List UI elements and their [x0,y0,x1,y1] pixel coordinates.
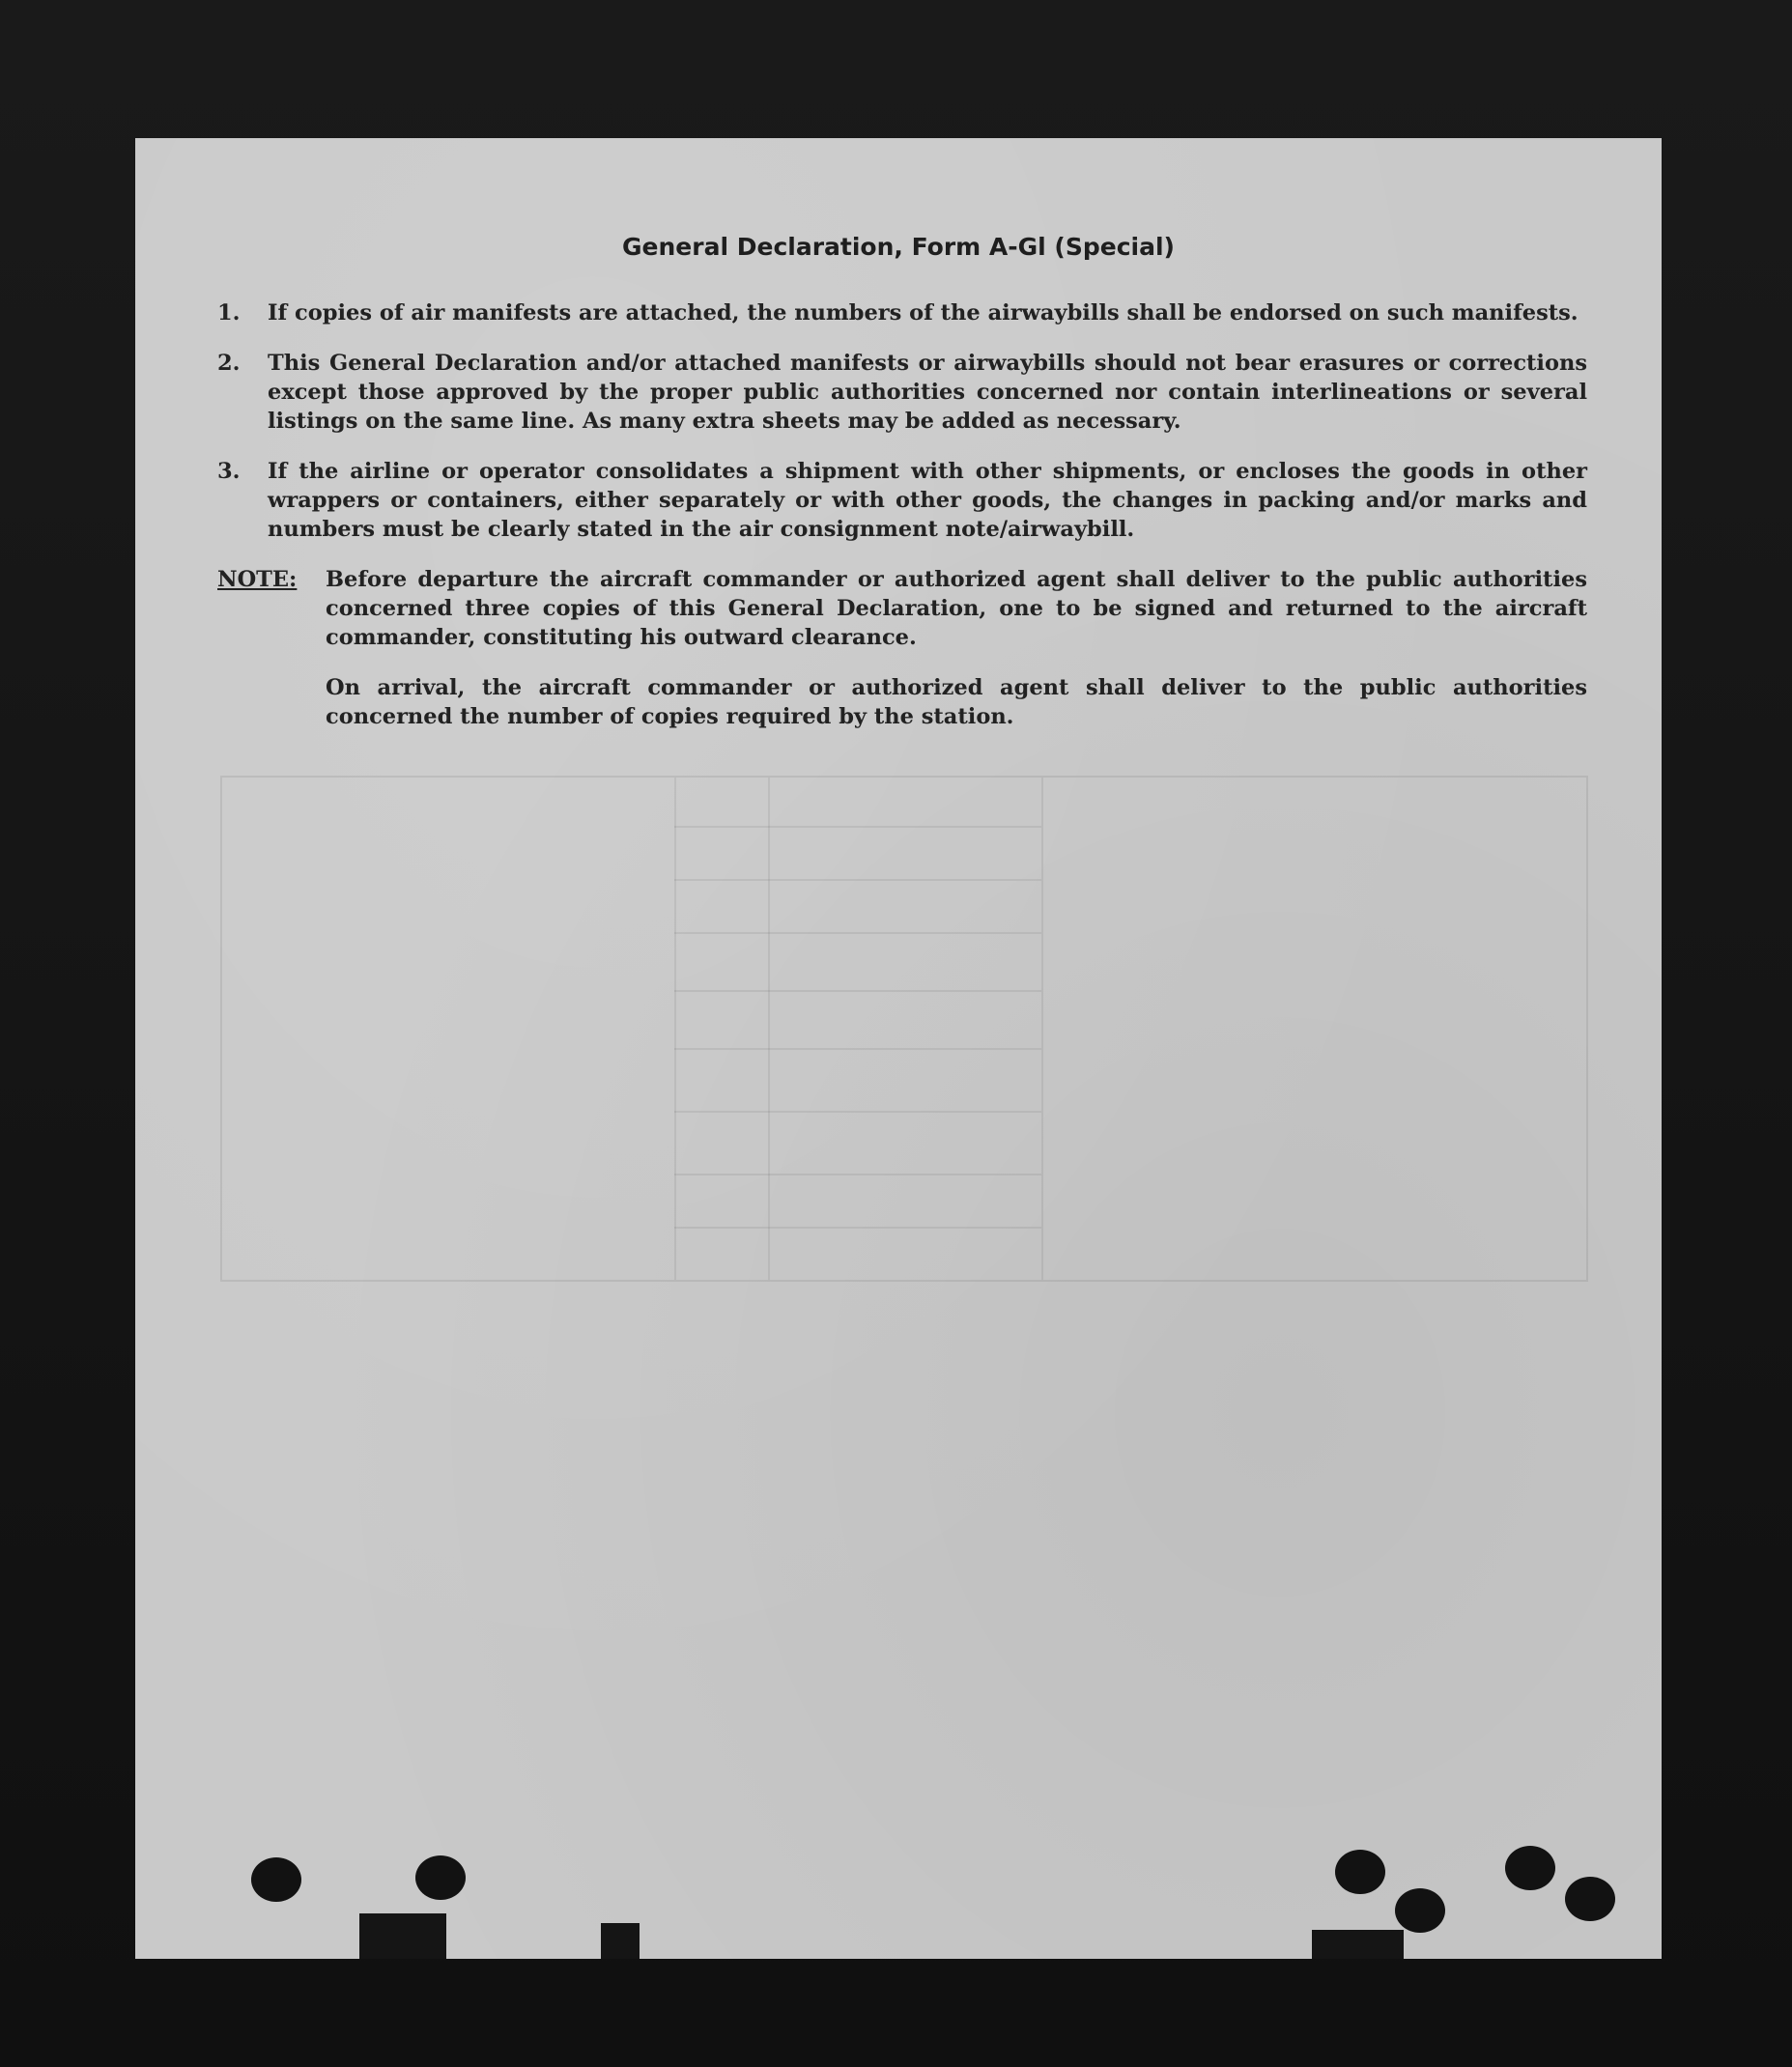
bleed-through-table [220,776,1588,1282]
torn-edge [1312,1930,1404,1959]
note-text: Before departure the aircraft commander or authorized agent shall deliver to the public authorities concerned three copies of this General Declaration, one to be signed and returned to the aircraft commander, constituting his outward clearance. [326,567,1587,650]
item-text: If the airline or operator consolidates a shipment with other shipments, or encloses the goods in other wrappers or containers, either separately or with other goods, the changes in packing and/or marks and numbers must be clearly stated in the air consignment note/airwaybill. [268,459,1587,542]
item-number: 2. [217,351,241,376]
document-page [135,138,1662,1959]
item-text: This General Declaration and/or attached manifests or airwaybills should not bear erasures or corrections except those approved by the proper public authorities concerned nor contain interlineations or several listings on the same line. As many extra sheets may be added as necessary. [268,351,1587,434]
punch-hole [415,1855,466,1900]
torn-edge [601,1923,640,1959]
punch-hole [1565,1877,1615,1921]
punch-hole [1395,1888,1445,1933]
instruction-item [217,298,1587,327]
instructions-list [217,298,1587,731]
item-text: If copies of air manifests are attached, the numbers of the airwaybills shall be endorsed on such manifests. [268,300,1579,326]
instruction-item [217,457,1587,544]
instruction-item [217,349,1587,436]
punch-hole [1505,1846,1555,1890]
torn-edge [359,1913,446,1959]
note-label: NOTE: [217,567,298,592]
punch-hole [1335,1850,1385,1894]
item-number: 3. [217,459,241,484]
punch-hole [251,1857,301,1902]
item-number: 1. [217,300,241,326]
note-arrival-text: On arrival, the aircraft commander or authorized agent shall deliver to the public authorities concerned the number of copies required by the station. [326,675,1587,729]
note-block [217,565,1587,652]
document-title: General Declaration, Form A-Gl (Special) [622,233,1175,261]
